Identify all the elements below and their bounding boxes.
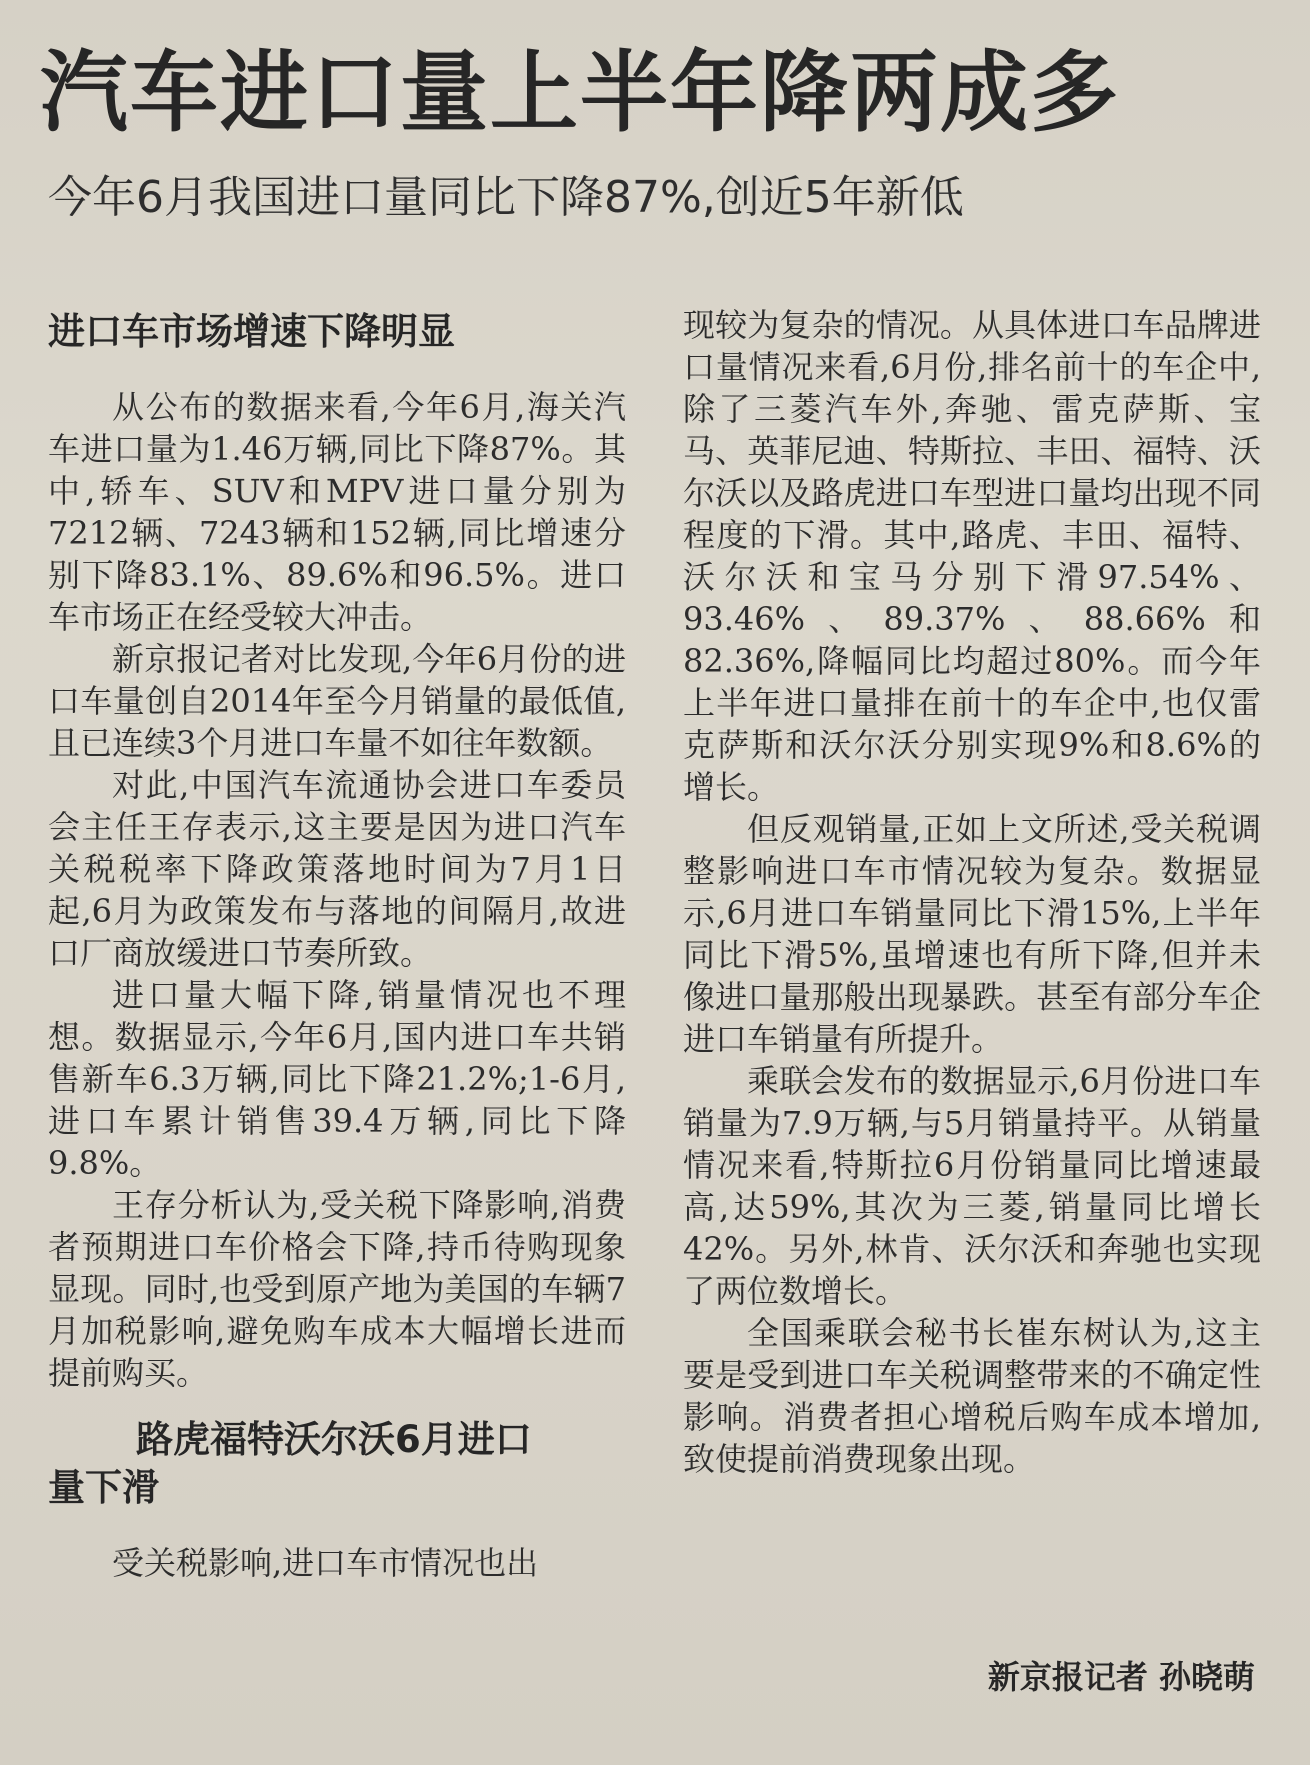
paragraph: 新京报记者对比发现,今年6月份的进口车量创自2014年至今月销量的最低值,且已连续3个月进口车量不如往年数额。: [48, 640, 626, 762]
paragraph: 乘联会发布的数据显示,6月份进口车销量为7.9万辆,与5月销量持平。从销量情况来看,特斯拉6月份销量同比增速最高,达59%,其次为三菱,销量同比增长42%。另外,林肯、沃尔沃和奔驰也实现了两位数增长。: [683, 1062, 1261, 1310]
section-heading-2-line2: 量下滑: [48, 1466, 159, 1509]
paragraph: 王存分析认为,受关税下降影响,消费者预期进口车价格会下降,持币待购现象显现。同时,也受到原产地为美国的车辆7月加税影响,避免购车成本大幅增长进而提前购买。: [48, 1186, 626, 1392]
section-heading-2: [48, 1416, 626, 1512]
byline: 新京报记者 孙晓萌: [987, 1658, 1255, 1696]
headline: 汽车进口量上半年降两成多: [40, 41, 1121, 144]
section-heading-2-line1: 路虎福特沃尔沃6月进口: [136, 1418, 532, 1461]
paragraph: 全国乘联会秘书长崔东树认为,这主要是受到进口车关税调整带来的不确定性影响。消费者担心增税后购车成本增加,致使提前消费现象出现。: [683, 1314, 1261, 1478]
paragraph: 从公布的数据来看,今年6月,海关汽车进口量为1.46万辆,同比下降87%。其中,轿车、SUV和MPV进口量分别为7212辆、7243辆和152辆,同比增速分别下降83.1%、89.6%和96.5%。进口车市场正在经受较大冲击。: [48, 388, 626, 636]
paragraph: 受关税影响,进口车市情况也出: [112, 1544, 539, 1582]
left-column: [48, 300, 626, 1584]
section-heading-1: 进口车市场增速下降明显: [48, 310, 455, 353]
right-column: [683, 304, 1261, 1480]
paragraph: 进口量大幅下降,销量情况也不理想。数据显示,今年6月,国内进口车共销售新车6.3万辆,同比下降21.2%;1-6月,进口车累计销售39.4万辆,同比下降9.8%。: [48, 976, 626, 1182]
paragraph: 但反观销量,正如上文所述,受关税调整影响进口车市情况较为复杂。数据显示,6月进口车销量同比下滑15%,上半年同比下滑5%,虽增速也有所下降,但并未像进口量那般出现暴跌。甚至有部分车企进口车销量有所提升。: [683, 810, 1261, 1058]
paragraph-continuation: 现较为复杂的情况。从具体进口车品牌进口量情况来看,6月份,排名前十的车企中,除了三菱汽车外,奔驰、雷克萨斯、宝马、英菲尼迪、特斯拉、丰田、福特、沃尔沃以及路虎进口车型进口量均出现不同程度的下滑。其中,路虎、丰田、福特、沃尔沃和宝马分别下滑97.54%、93.46%、89.37%、88.66%和82.36%,降幅同比均超过80%。而今年上半年进口量排在前十的车企中,也仅雷克萨斯和沃尔沃分别实现9%和8.6%的增长。: [683, 306, 1261, 806]
paragraph: 对此,中国汽车流通协会进口车委员会主任王存表示,这主要是因为进口汽车关税税率下降政策落地时间为7月1日起,6月为政策发布与落地的间隔月,故进口厂商放缓进口节奏所致。: [48, 766, 626, 972]
subheadline: 今年6月我国进口量同比下降87%,创近5年新低: [48, 172, 964, 223]
